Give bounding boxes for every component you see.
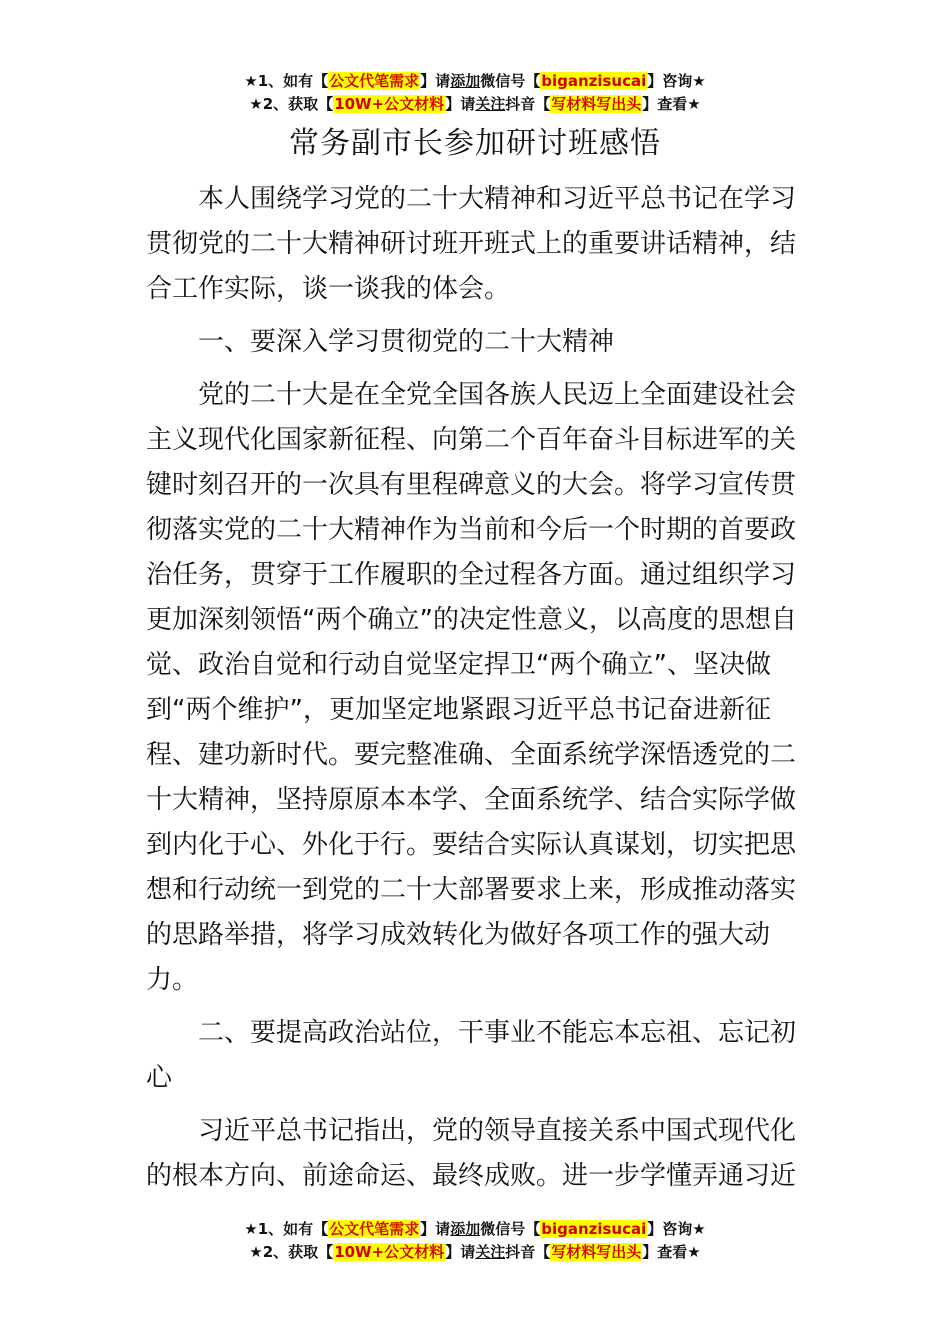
notice-text: 抖音【 bbox=[505, 95, 551, 113]
notice-underline: 关注 bbox=[475, 1243, 506, 1261]
notice-text: 】查看★ bbox=[642, 95, 701, 113]
notice-underline: 添加 bbox=[450, 1220, 481, 1238]
notice-highlight: 公文代笔需求 bbox=[329, 72, 420, 90]
notice-text: 】请 bbox=[420, 72, 451, 90]
notice-text: 】咨询★ bbox=[647, 1220, 706, 1238]
notice-text: 微信号【 bbox=[480, 72, 541, 90]
notice-text: ★1、如有【 bbox=[244, 72, 329, 90]
section-heading-2: 二、要提高政治站位，干事业不能忘本忘祖、忘记初心 bbox=[146, 1018, 797, 1093]
notice-text: ★2、获取【 bbox=[249, 95, 334, 113]
notice-line-1 bbox=[0, 1218, 950, 1241]
notice-text: ★1、如有【 bbox=[244, 1220, 329, 1238]
notice-line-2 bbox=[0, 93, 950, 116]
notice-text: ★2、获取【 bbox=[249, 1243, 334, 1261]
notice-highlight: 10W+公文材料 bbox=[334, 1243, 445, 1261]
paragraph-section-2: 习近平总书记指出，党的领导直接关系中国式现代化的根本方向、前途命运、最终成败。进一步学懂弄通习近 bbox=[146, 1116, 797, 1191]
notice-highlight: 10W+公文材料 bbox=[334, 95, 445, 113]
header-notice bbox=[0, 70, 950, 116]
notice-text: 抖音【 bbox=[505, 1243, 551, 1261]
notice-highlight: 写材料写出头 bbox=[551, 1243, 642, 1261]
notice-highlight: biganzisucai bbox=[541, 1220, 647, 1238]
notice-text: 微信号【 bbox=[480, 1220, 541, 1238]
notice-line-2 bbox=[0, 1241, 950, 1264]
notice-text: 】请 bbox=[445, 1243, 476, 1261]
notice-text: 】咨询★ bbox=[647, 72, 706, 90]
document-body bbox=[146, 177, 806, 1207]
footer-notice bbox=[0, 1218, 950, 1264]
notice-text: 】请 bbox=[445, 95, 476, 113]
paragraph-intro: 本人围绕学习党的二十大精神和习近平总书记在学习贯彻党的二十大精神研讨班开班式上的重要讲话精神，结合工作实际，谈一谈我的体会。 bbox=[146, 184, 797, 304]
notice-highlight: 写材料写出头 bbox=[551, 95, 642, 113]
notice-line-1 bbox=[0, 70, 950, 93]
document-title: 常务副市长参加研讨班感悟 bbox=[289, 126, 661, 161]
section-heading-1: 一、要深入学习贯彻党的二十大精神 bbox=[198, 327, 615, 357]
paragraph-section-1: 党的二十大是在全党全国各族人民迈上全面建设社会主义现代化国家新征程、向第二个百年奋斗目标进军的关键时刻召开的一次具有里程碑意义的大会。将学习宣传贯彻落实党的二十大精神作为当前和今后一个时期的首要政治任务，贯穿于工作履职的全过程各方面。通过组织学习更加深刻领悟“两个确立”的决定性意义，以高度的思想自觉、政治自觉和行动自觉坚定捍卫“两个确立”、坚决做到“两个维护”，更加坚定地紧跟习近平总书记奋进新征程、建功新时代。要完整准确、全面系统学深悟透党的二十大精神，坚持原原本本学、全面系统学、结合实际学做到内化于心、外化于行。要结合实际认真谋划，切实把思想和行动统一到党的二十大部署要求上来，形成推动落实的思路举措，将学习成效转化为做好各项工作的强大动力。 bbox=[146, 380, 797, 995]
notice-text: 】请 bbox=[420, 1220, 451, 1238]
notice-highlight: 公文代笔需求 bbox=[329, 1220, 420, 1238]
notice-underline: 添加 bbox=[450, 72, 481, 90]
notice-text: 】查看★ bbox=[642, 1243, 701, 1261]
notice-highlight: biganzisucai bbox=[541, 72, 647, 90]
notice-underline: 关注 bbox=[475, 95, 506, 113]
